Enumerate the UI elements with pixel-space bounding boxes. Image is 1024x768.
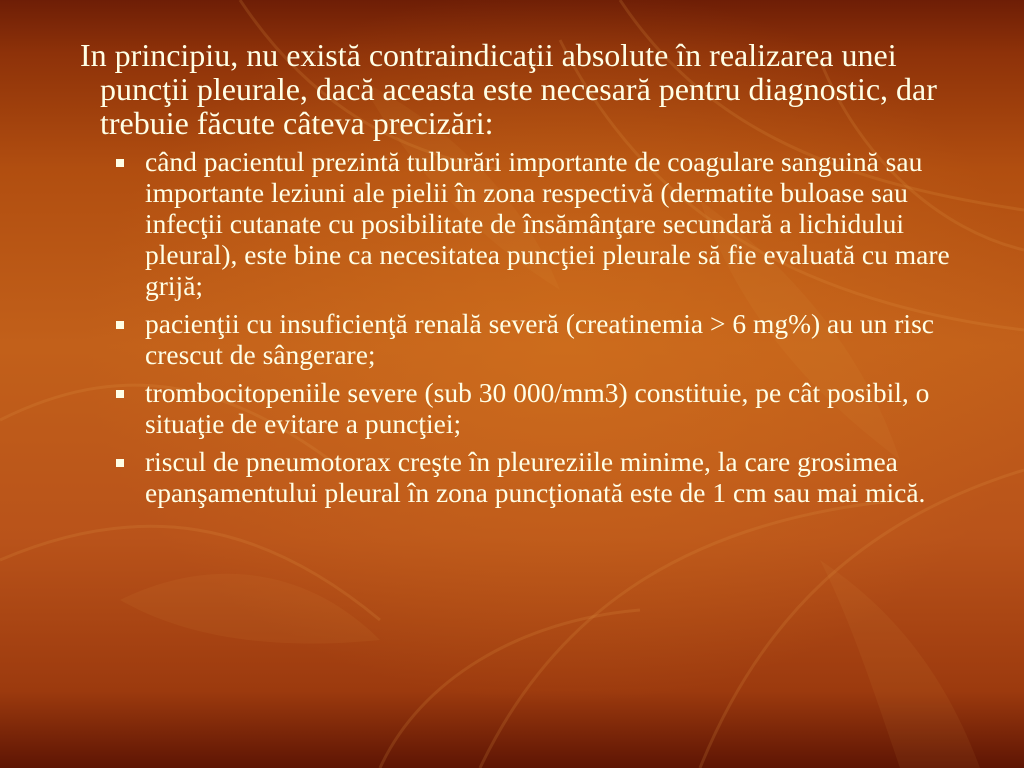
list-item-text: când pacientul prezintă tulburări importante de coagulare sanguină sau importante leziuni ale pielii în zona respectivă (dermatite buloase sau infecţii cutanate cu posibilitate de însămânţare secundară a lichidului pleural), este bine ca necesitatea puncţiei pleurale să fie evaluată cu mare grijă; (145, 146, 950, 301)
list-item (108, 308, 980, 370)
list-item-text: riscul de pneumotorax creşte în pleureziile minime, la care grosimea epanşamentului pleural în zona puncţionată este de 1 cm sau mai mică. (145, 446, 926, 508)
slide-content (80, 38, 980, 515)
list-item-text: pacienţii cu insuficienţă renală severă (creatinemia > 6 mg%) au un risc crescut de sângerare; (145, 308, 934, 370)
list-item (108, 377, 980, 439)
square-bullet-icon (116, 159, 124, 167)
square-bullet-icon (116, 459, 124, 467)
square-bullet-icon (116, 321, 124, 329)
intro-paragraph: In principiu, nu există contraindicaţii absolute în realizarea unei puncţii pleurale, dacă aceasta este necesară pentru diagnostic, dar trebuie făcute câteva precizări: (80, 37, 937, 141)
list-item (108, 146, 980, 301)
list-item (108, 446, 980, 508)
bullet-list (80, 146, 980, 508)
square-bullet-icon (116, 390, 124, 398)
list-item-text: trombocitopeniile severe (sub 30 000/mm3) constituie, pe cât posibil, o situaţie de evitare a puncţiei; (145, 377, 930, 439)
